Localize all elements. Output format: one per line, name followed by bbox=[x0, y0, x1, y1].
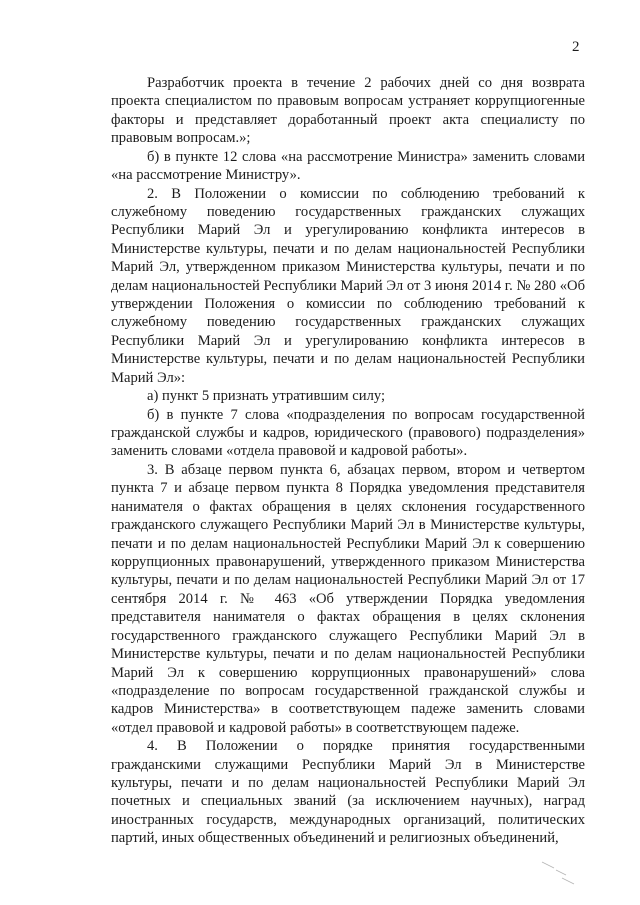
scan-stroke-mark bbox=[540, 858, 580, 888]
paragraph-item-a-point-5: а) пункт 5 признать утратившим силу; bbox=[147, 388, 386, 405]
paragraph-item-b-point-7: б) в пункте 7 слова «подразделения по вопросам государственной гражданской службы и кадров, юридического (правового) подразделения» заменить словами «отдела правовой и кадровой работы». bbox=[111, 406, 585, 460]
page-number: 2 bbox=[572, 39, 580, 55]
paragraph-section-3-notification: 3. В абзаце первом пункта 6, абзацах первом, втором и четвертом пункта 7 и абзаце первом пункта 8 Порядка уведомления представителя нанимателя о фактах обращения в целях склонения государственного гражданского служащего Республики Марий Эл в Министерстве культуры, печати и по делам национальностей Республики Марий Эл к совершению коррупционных правонарушений, утвержденного приказом Министерства культуры, печати и по делам национальностей Республики Марий Эл от 17 сентября 2014 г. № 463 «Об утверждении Порядка уведомления представителя нанимателя о фактах обращения в целях склонения государственного гражданского служащего Республики Марий Эл в Министерстве культуры, печати и по делам национальностей Республики Марий Эл к совершению коррупционных правонарушений» слова «подразделение по вопросам государственной гражданской службы и кадров Министерства» в соответствующем падеже заменить словами «отдел правовой и кадровой работы» в соответствующем падеже. bbox=[111, 461, 585, 736]
document-body bbox=[111, 74, 585, 848]
paragraph-section-4-awards: 4. В Положении о порядке принятия государственными гражданскими служащими Республики Марий Эл в Министерстве культуры, печати и по делам национальностей Республики Марий Эл почетных и специальных званий (за исключением научных), наград иностранных государств, международных организаций, политических партий, иных общественных объединений и религиозных объединений, bbox=[111, 738, 585, 847]
paragraph-developer-removes-factors: Разработчик проекта в течение 2 рабочих дней со дня возврата проекта специалистом по правовым вопросам устраняет коррупциогенные факторы и представляет доработанный проект акта специалисту по правовым вопросам.»; bbox=[111, 75, 585, 147]
paragraph-item-b-point-12: б) в пункте 12 слова «на рассмотрение Министра» заменить словами «на рассмотрение Министру». bbox=[111, 148, 585, 184]
paragraph-section-2-commission: 2. В Положении о комиссии по соблюдению требований к служебному поведению государственных гражданских служащих Республики Марий Эл и урегулированию конфликта интересов в Министерстве культуры, печати и по делам национальностей Республики Марий Эл, утвержденном приказом Министерства культуры, печати и по делам национальностей Республики Марий Эл от 3 июня 2014 г. № 280 «Об утверждении Положения о комиссии по соблюдению требований к служебному поведению государственных гражданских служащих Республики Марий Эл и урегулированию конфликта интересов в Министерстве культуры, печати и по делам национальностей Республики Марий Эл»: bbox=[111, 185, 585, 386]
